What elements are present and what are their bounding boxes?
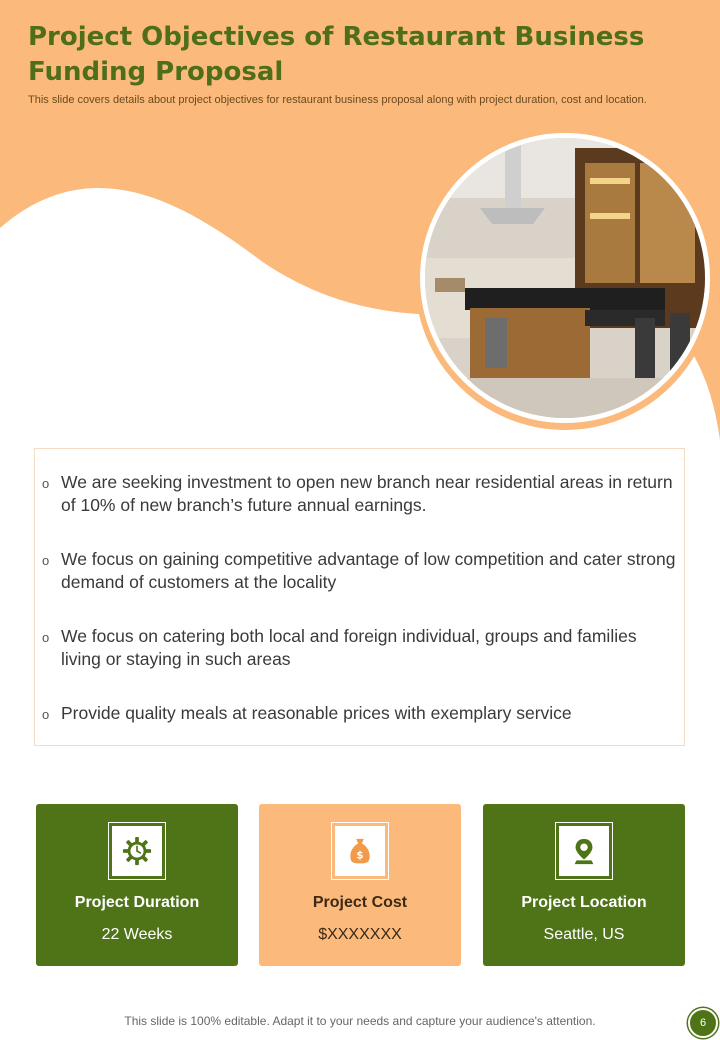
objective-text: We focus on gaining competitive advantage of low competition and cater strong demand of customers at the locality [61,549,676,592]
objective-item [42,702,677,725]
icon-frame [108,822,166,880]
bullet-marker: o [42,630,50,645]
gear-clock-icon [122,836,152,866]
footer-note: This slide is 100% editable. Adapt it to your needs and capture your audience's attention. [124,1014,596,1028]
page-subtitle: This slide covers details about project objectives for restaurant business proposal along with project duration, cost and location. [28,94,647,106]
objective-text: We focus on catering both local and foreign individual, groups and families living or staying in such areas [61,626,637,669]
objective-item [42,471,677,517]
kitchen-photo [420,133,710,423]
page-number-badge: 6 [688,1008,718,1038]
card-value: 22 Weeks [101,926,173,943]
objective-item [42,625,677,671]
project-duration-card [36,804,238,966]
objective-item [42,548,677,594]
card-title: Project Duration [74,894,200,911]
card-title: Project Cost [312,894,408,911]
bullet-marker: o [42,476,50,491]
card-title: Project Location [521,894,647,911]
project-cost-card [259,804,461,966]
bullet-marker: o [42,707,50,722]
card-value: $XXXXXXX [318,926,402,943]
project-location-card [483,804,685,966]
icon-frame [555,822,613,880]
card-value: Seattle, US [543,926,625,943]
location-pin-icon [569,836,599,866]
objective-text: We are seeking investment to open new branch near residential areas in return of 10% of new branch’s future annual earnings. [61,472,673,515]
objective-text: Provide quality meals at reasonable prices with exemplary service [61,703,572,723]
svg-text:$: $ [356,849,364,862]
money-bag-icon [345,836,375,866]
icon-frame [331,822,389,880]
objectives-list [34,448,685,746]
bullet-marker: o [42,553,50,568]
page-title: Project Objectives of Restaurant Business Funding Proposal [28,22,645,87]
